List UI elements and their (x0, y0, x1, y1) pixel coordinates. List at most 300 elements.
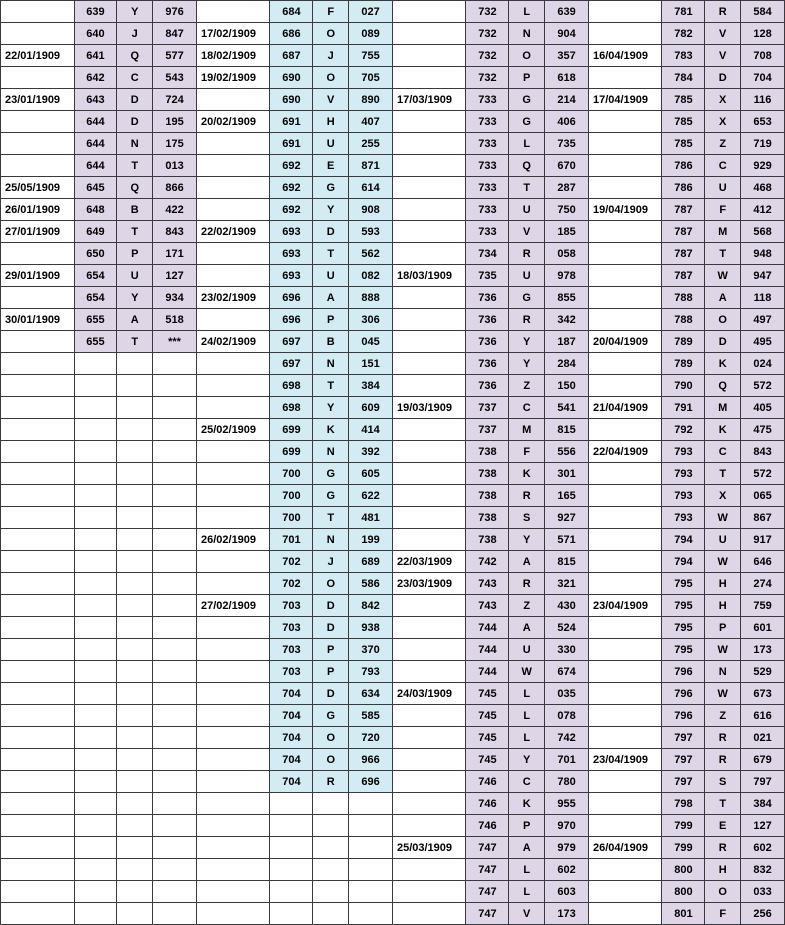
cell-number: 738 (466, 463, 509, 485)
cell-letter: Q (117, 45, 153, 67)
cell-date (392, 881, 466, 903)
cell-letter: L (509, 859, 545, 881)
cell-number: 745 (466, 727, 509, 749)
cell-letter: D (117, 89, 153, 111)
cell-date (588, 705, 662, 727)
cell-number (74, 617, 117, 639)
cell-date: 26/04/1909 (588, 837, 662, 859)
cell-date (196, 463, 270, 485)
cell-letter: R (509, 243, 545, 265)
table-row (1, 265, 785, 287)
cell-letter (313, 837, 349, 859)
cell-number: 746 (466, 815, 509, 837)
cell-value: 759 (741, 595, 785, 617)
cell-number: 792 (662, 419, 705, 441)
cell-number: 732 (466, 67, 509, 89)
table-row (1, 89, 785, 111)
cell-value: 955 (545, 793, 589, 815)
cell-value: 593 (349, 221, 393, 243)
cell-date: 22/03/1909 (392, 551, 466, 573)
cell-value: 670 (545, 155, 589, 177)
cell-number: 786 (662, 155, 705, 177)
table-row (1, 111, 785, 133)
cell-letter (117, 683, 153, 705)
cell-value: 705 (349, 67, 393, 89)
cell-number (74, 661, 117, 683)
cell-number (74, 529, 117, 551)
cell-number: 795 (662, 595, 705, 617)
cell-letter: T (313, 375, 349, 397)
cell-value: 384 (349, 375, 393, 397)
cell-date: 26/02/1909 (196, 529, 270, 551)
cell-letter: C (509, 771, 545, 793)
cell-value: 890 (349, 89, 393, 111)
cell-date (196, 705, 270, 727)
cell-number: 696 (270, 287, 313, 309)
cell-number: 736 (466, 331, 509, 353)
cell-value: 855 (545, 287, 589, 309)
cell-number (74, 705, 117, 727)
table-row (1, 243, 785, 265)
cell-date (392, 287, 466, 309)
cell-letter: G (313, 485, 349, 507)
cell-number: 745 (466, 683, 509, 705)
cell-letter: R (509, 309, 545, 331)
cell-value (153, 353, 197, 375)
cell-date (588, 529, 662, 551)
cell-number: 693 (270, 243, 313, 265)
cell-letter: D (313, 617, 349, 639)
cell-value: 622 (349, 485, 393, 507)
cell-letter: V (705, 23, 741, 45)
cell-value: 274 (741, 573, 785, 595)
cell-date: 23/03/1909 (392, 573, 466, 595)
cell-number: 684 (270, 1, 313, 23)
cell-letter: W (705, 265, 741, 287)
cell-value: 529 (741, 661, 785, 683)
table-row (1, 309, 785, 331)
cell-number: 640 (74, 23, 117, 45)
cell-value (153, 639, 197, 661)
cell-date (196, 727, 270, 749)
cell-value: 127 (153, 265, 197, 287)
cell-letter: P (313, 661, 349, 683)
cell-letter: T (705, 243, 741, 265)
cell-value: 888 (349, 287, 393, 309)
cell-number: 745 (466, 705, 509, 727)
cell-number: 691 (270, 111, 313, 133)
cell-value: 541 (545, 397, 589, 419)
cell-letter: O (313, 727, 349, 749)
cell-date (392, 45, 466, 67)
cell-number: 796 (662, 661, 705, 683)
cell-value: 832 (741, 859, 785, 881)
cell-letter (117, 881, 153, 903)
cell-number: 794 (662, 551, 705, 573)
cell-date (392, 617, 466, 639)
table-row (1, 485, 785, 507)
cell-number: 639 (74, 1, 117, 23)
cell-number: 700 (270, 507, 313, 529)
cell-letter: D (705, 67, 741, 89)
cell-value: 185 (545, 221, 589, 243)
cell-letter: W (705, 507, 741, 529)
cell-date (588, 903, 662, 925)
cell-date (1, 595, 75, 617)
cell-value: 584 (741, 1, 785, 23)
cell-letter: E (313, 155, 349, 177)
cell-value: 947 (741, 265, 785, 287)
cell-letter: N (313, 529, 349, 551)
cell-value (349, 859, 393, 881)
cell-date (588, 67, 662, 89)
cell-date: 21/04/1909 (588, 397, 662, 419)
cell-number: 693 (270, 221, 313, 243)
cell-number (74, 419, 117, 441)
cell-number: 690 (270, 67, 313, 89)
cell-letter: M (509, 419, 545, 441)
cell-value: 475 (741, 419, 785, 441)
cell-value: 045 (349, 331, 393, 353)
cell-value: 089 (349, 23, 393, 45)
cell-value: 284 (545, 353, 589, 375)
cell-value (153, 815, 197, 837)
cell-letter (117, 419, 153, 441)
cell-number: 654 (74, 287, 117, 309)
cell-letter (313, 815, 349, 837)
cell-date (588, 617, 662, 639)
cell-value: 908 (349, 199, 393, 221)
cell-number: 790 (662, 375, 705, 397)
cell-letter: H (705, 573, 741, 595)
cell-letter: D (313, 683, 349, 705)
cell-letter: A (705, 287, 741, 309)
cell-value: 065 (741, 485, 785, 507)
cell-date (1, 771, 75, 793)
cell-date (1, 485, 75, 507)
cell-date (392, 903, 466, 925)
cell-number: 744 (466, 617, 509, 639)
cell-value: 917 (741, 529, 785, 551)
cell-value: 214 (545, 89, 589, 111)
cell-number: 798 (662, 793, 705, 815)
cell-letter: D (313, 595, 349, 617)
table-row (1, 859, 785, 881)
cell-date: 22/01/1909 (1, 45, 75, 67)
cell-date (392, 375, 466, 397)
cell-letter: N (509, 23, 545, 45)
table-row (1, 45, 785, 67)
cell-date (196, 683, 270, 705)
table-row (1, 221, 785, 243)
cell-number: 704 (270, 771, 313, 793)
cell-letter: R (313, 771, 349, 793)
cell-number: 746 (466, 771, 509, 793)
cell-value: 948 (741, 243, 785, 265)
cell-letter: T (313, 507, 349, 529)
cell-value: 742 (545, 727, 589, 749)
cell-value: 639 (545, 1, 589, 23)
cell-number: 736 (466, 309, 509, 331)
cell-number: 692 (270, 155, 313, 177)
cell-number: 704 (270, 683, 313, 705)
cell-value (153, 441, 197, 463)
cell-letter: R (705, 749, 741, 771)
cell-number: 791 (662, 397, 705, 419)
cell-number: 738 (466, 507, 509, 529)
cell-letter: L (509, 1, 545, 23)
cell-letter: P (509, 815, 545, 837)
cell-letter: A (509, 617, 545, 639)
cell-number (74, 573, 117, 595)
cell-date (588, 375, 662, 397)
table-row (1, 441, 785, 463)
cell-value: 586 (349, 573, 393, 595)
cell-value (349, 881, 393, 903)
cell-letter: S (705, 771, 741, 793)
cell-letter (117, 551, 153, 573)
cell-value (153, 661, 197, 683)
cell-number: 738 (466, 485, 509, 507)
cell-letter: Z (705, 705, 741, 727)
cell-date (588, 287, 662, 309)
table-row (1, 375, 785, 397)
cell-value (153, 463, 197, 485)
cell-date: 25/02/1909 (196, 419, 270, 441)
cell-letter: F (313, 1, 349, 23)
cell-number: 797 (662, 749, 705, 771)
cell-letter (117, 507, 153, 529)
cell-date (588, 793, 662, 815)
cell-number: 704 (270, 727, 313, 749)
cell-letter: N (313, 441, 349, 463)
cell-number: 784 (662, 67, 705, 89)
cell-value (153, 727, 197, 749)
cell-date (392, 1, 466, 23)
cell-number: 696 (270, 309, 313, 331)
cell-value: 033 (741, 881, 785, 903)
cell-date (588, 661, 662, 683)
cell-date (392, 727, 466, 749)
cell-value (153, 529, 197, 551)
cell-date (196, 749, 270, 771)
cell-value: *** (153, 331, 197, 353)
cell-letter: K (705, 419, 741, 441)
cell-letter (117, 639, 153, 661)
cell-date: 22/02/1909 (196, 221, 270, 243)
cell-value: 187 (545, 331, 589, 353)
cell-number: 795 (662, 639, 705, 661)
cell-date: 25/05/1909 (1, 177, 75, 199)
cell-number: 641 (74, 45, 117, 67)
cell-number: 648 (74, 199, 117, 221)
cell-letter (117, 397, 153, 419)
cell-number (74, 551, 117, 573)
cell-date: 26/01/1909 (1, 199, 75, 221)
cell-letter: O (509, 45, 545, 67)
cell-value: 979 (545, 837, 589, 859)
cell-date (392, 639, 466, 661)
cell-number: 733 (466, 133, 509, 155)
cell-date (392, 199, 466, 221)
table-row (1, 67, 785, 89)
cell-number (74, 903, 117, 925)
cell-letter: Q (117, 177, 153, 199)
cell-letter: A (509, 551, 545, 573)
cell-number: 736 (466, 287, 509, 309)
cell-date (196, 397, 270, 419)
cell-value: 815 (545, 419, 589, 441)
cell-number: 788 (662, 287, 705, 309)
cell-letter: A (313, 287, 349, 309)
cell-date (588, 419, 662, 441)
cell-value: 843 (741, 441, 785, 463)
cell-value: 871 (349, 155, 393, 177)
cell-letter: Y (509, 331, 545, 353)
cell-date (588, 111, 662, 133)
cell-value: 609 (349, 397, 393, 419)
cell-date (1, 793, 75, 815)
cell-value: 405 (741, 397, 785, 419)
cell-date (588, 133, 662, 155)
cell-number: 789 (662, 331, 705, 353)
cell-letter: C (117, 67, 153, 89)
cell-value: 199 (349, 529, 393, 551)
cell-letter: V (509, 903, 545, 925)
cell-value: 301 (545, 463, 589, 485)
cell-value: 755 (349, 45, 393, 67)
cell-date (1, 331, 75, 353)
cell-value: 601 (741, 617, 785, 639)
cell-number: 787 (662, 199, 705, 221)
table-row (1, 595, 785, 617)
cell-letter: A (117, 309, 153, 331)
cell-value: 842 (349, 595, 393, 617)
cell-value: 696 (349, 771, 393, 793)
cell-date (588, 507, 662, 529)
cell-number: 700 (270, 463, 313, 485)
cell-letter: P (313, 309, 349, 331)
cell-value: 078 (545, 705, 589, 727)
cell-date (1, 573, 75, 595)
cell-letter (313, 903, 349, 925)
cell-date (1, 441, 75, 463)
cell-date (392, 661, 466, 683)
cell-value: 602 (545, 859, 589, 881)
cell-date: 24/03/1909 (392, 683, 466, 705)
cell-number: 785 (662, 89, 705, 111)
table-row (1, 331, 785, 353)
cell-value: 929 (741, 155, 785, 177)
cell-number: 787 (662, 221, 705, 243)
table-row (1, 815, 785, 837)
cell-date (392, 793, 466, 815)
cell-value: 735 (545, 133, 589, 155)
cell-number: 693 (270, 265, 313, 287)
cell-letter: X (705, 89, 741, 111)
cell-date: 29/01/1909 (1, 265, 75, 287)
cell-number (74, 463, 117, 485)
cell-date (1, 903, 75, 925)
cell-letter: W (705, 639, 741, 661)
cell-date (392, 243, 466, 265)
table-row (1, 419, 785, 441)
cell-letter (117, 793, 153, 815)
cell-number: 787 (662, 265, 705, 287)
cell-date (196, 793, 270, 815)
cell-number: 800 (662, 881, 705, 903)
cell-date (1, 661, 75, 683)
cell-letter: R (705, 1, 741, 23)
cell-number (74, 683, 117, 705)
cell-letter: Z (509, 375, 545, 397)
cell-value: 256 (741, 903, 785, 925)
cell-date (196, 353, 270, 375)
cell-value (153, 419, 197, 441)
cell-value (153, 837, 197, 859)
cell-value: 556 (545, 441, 589, 463)
cell-number: 738 (466, 529, 509, 551)
table-row (1, 529, 785, 551)
cell-letter: L (509, 683, 545, 705)
cell-value: 027 (349, 1, 393, 23)
cell-value: 572 (741, 463, 785, 485)
table-row (1, 353, 785, 375)
table-row (1, 177, 785, 199)
cell-date: 16/04/1909 (588, 45, 662, 67)
cell-date: 23/04/1909 (588, 749, 662, 771)
cell-letter (117, 529, 153, 551)
cell-value: 127 (741, 815, 785, 837)
cell-date (588, 727, 662, 749)
cell-letter: N (117, 133, 153, 155)
cell-date: 25/03/1909 (392, 837, 466, 859)
cell-letter: W (705, 551, 741, 573)
cell-date (392, 595, 466, 617)
ledger-body (1, 1, 785, 925)
cell-number (74, 595, 117, 617)
cell-letter: K (313, 419, 349, 441)
cell-letter: M (705, 221, 741, 243)
cell-value (153, 749, 197, 771)
cell-value: 780 (545, 771, 589, 793)
cell-number: 797 (662, 771, 705, 793)
cell-date (1, 639, 75, 661)
cell-value: 568 (741, 221, 785, 243)
cell-letter: P (117, 243, 153, 265)
table-row (1, 397, 785, 419)
cell-value: 392 (349, 441, 393, 463)
table-row (1, 661, 785, 683)
cell-letter: J (313, 551, 349, 573)
cell-number: 649 (74, 221, 117, 243)
cell-letter: O (313, 573, 349, 595)
cell-letter (313, 859, 349, 881)
table-row (1, 837, 785, 859)
cell-date (392, 111, 466, 133)
cell-number: 644 (74, 111, 117, 133)
cell-date (1, 837, 75, 859)
cell-date (392, 155, 466, 177)
table-row (1, 727, 785, 749)
table-row (1, 199, 785, 221)
table-row (1, 155, 785, 177)
cell-letter: P (313, 639, 349, 661)
cell-letter: K (509, 463, 545, 485)
cell-letter: P (509, 67, 545, 89)
cell-number: 794 (662, 529, 705, 551)
cell-date (588, 155, 662, 177)
